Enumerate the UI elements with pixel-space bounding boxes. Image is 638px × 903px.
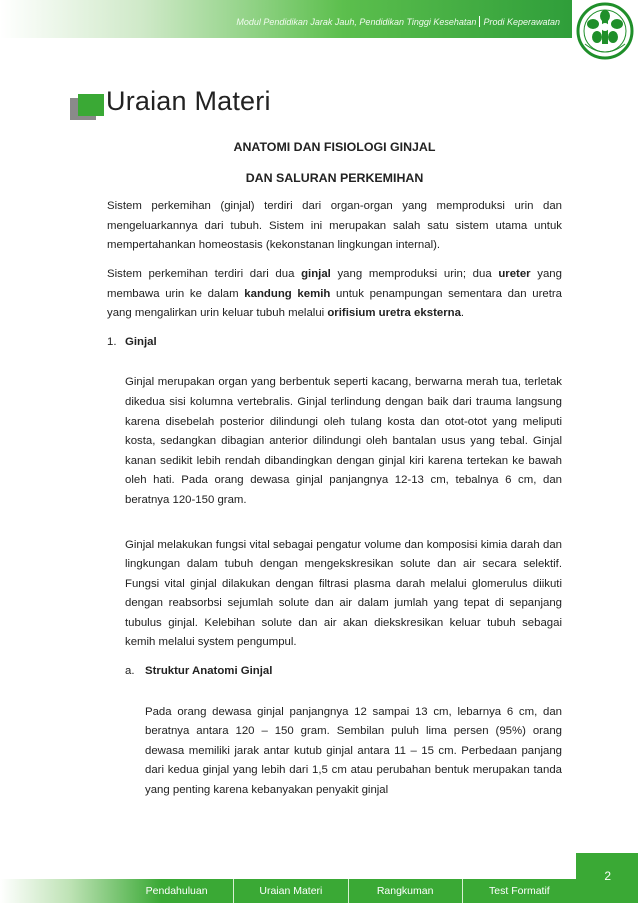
footer-tab-rangkuman[interactable]: Rangkuman bbox=[348, 879, 462, 903]
term-ureter: ureter bbox=[498, 267, 531, 280]
header-program-text: Prodi Keperawatan bbox=[483, 17, 560, 27]
term-kandung-kemih: kandung kemih bbox=[244, 287, 331, 300]
term-orifisium: orifisium uretra eksterna bbox=[327, 307, 461, 320]
sublist-label: Struktur Anatomi Ginjal bbox=[145, 665, 273, 678]
document-title-line-1: ANATOMI DAN FISIOLOGI GINJAL bbox=[233, 140, 436, 154]
list-item-ginjal bbox=[107, 333, 562, 353]
header-separator bbox=[479, 16, 480, 27]
ministry-logo bbox=[575, 2, 635, 64]
sublist-number: a. bbox=[125, 665, 135, 678]
header-caption bbox=[236, 16, 560, 27]
document-title-line-2: DAN SALURAN PERKEMIHAN bbox=[245, 170, 424, 185]
paragraph-components: Sistem perkemihan terdiri dari dua ginjal yang memproduksi urin; dua ureter yang membawa urin ke dalam kandung kemih untuk penampungan sementara dan uretra yang mengalirkan urin keluar tubuh melalui orifisium uretra eksterna. bbox=[107, 267, 563, 320]
page-number: 2 bbox=[604, 869, 611, 883]
paragraph-ginjal-function: Ginjal melakukan fungsi vital sebagai pengatur volume dan komposisi kimia darah dan lingkungan dalam tubuh dengan mengekskresikan solute dan air secara selektif. Fungsi vital ginjal dilakukan dengan filtrasi plasma darah melalui glomerulus diikuti dengan reabsorbsi sejumlah solute dan air dalam jumlah yang tepat di sepanjang tubulus ginjal. Kelebihan solute dan air akan diekskresikan keluar tubuh sebagai kemih melalui system pengumpul. bbox=[125, 538, 562, 649]
list-number: 1. bbox=[107, 335, 117, 348]
list-label: Ginjal bbox=[125, 335, 157, 348]
paragraph-struktur: Pada orang dewasa ginjal panjangnya 12 sampai 13 cm, lebarnya 6 cm, dan beratnya antara 120 – 150 gram. Sembilan puluh lima persen (95%) orang dewasa memiliki jarak antar kutub ginjal antara 11 – 15 cm. Perbedaan panjang dari kedua ginjal yang lebih dari 1,5 cm atau perubahan bentuk merupakan tanda yang penting karena kebanyakan penyakit ginjal bbox=[145, 705, 562, 797]
term-ginjal: ginjal bbox=[301, 267, 331, 280]
page-number-box bbox=[576, 853, 638, 903]
section-marker bbox=[70, 94, 106, 120]
section-title: Uraian Materi bbox=[106, 86, 271, 116]
sublist-item-struktur bbox=[125, 662, 562, 682]
footer-nav bbox=[120, 879, 576, 903]
section-marker-green bbox=[78, 94, 104, 116]
paragraph-ginjal-description: Ginjal merupakan organ yang berbentuk seperti kacang, berwarna merah tua, terletak dikedua sisi kolumna vertebralis. Ginjal terlindung dengan baik dari trauma langsung karena disebelah posterior dilindungi oleh tulang kosta dan otot-otot yang meliputi kosta, sedangkan dibagian anterior dilindungi oleh bantalan usus yang tebal. Ginjal kanan sedikit lebih rendah dibandingkan dengan ginjal kiri karena tertekan ke bawah oleh hati. Pada orang dewasa ginjal panjangnya 12-13 cm, tebalnya 6 cm, dan beratnya 120-150 gram. bbox=[125, 376, 562, 506]
footer-tab-test-formatif[interactable]: Test Formatif bbox=[462, 879, 576, 903]
footer-tab-pendahuluan[interactable]: Pendahuluan bbox=[145, 885, 208, 897]
header-module-text: Modul Pendidikan Jarak Jauh, Pendidikan Tinggi Kesehatan bbox=[236, 17, 477, 27]
document-body bbox=[107, 138, 562, 801]
paragraph-intro: Sistem perkemihan (ginjal) terdiri dari organ-organ yang memproduksi urin dan mengeluarkannya dari tubuh. Sistem ini merupakan salah satu sistem utama untuk mempertahankan homeostasis (kekonstanan lingkungan internal). bbox=[107, 200, 562, 252]
footer-tab-uraian-materi[interactable]: Uraian Materi bbox=[233, 879, 347, 903]
